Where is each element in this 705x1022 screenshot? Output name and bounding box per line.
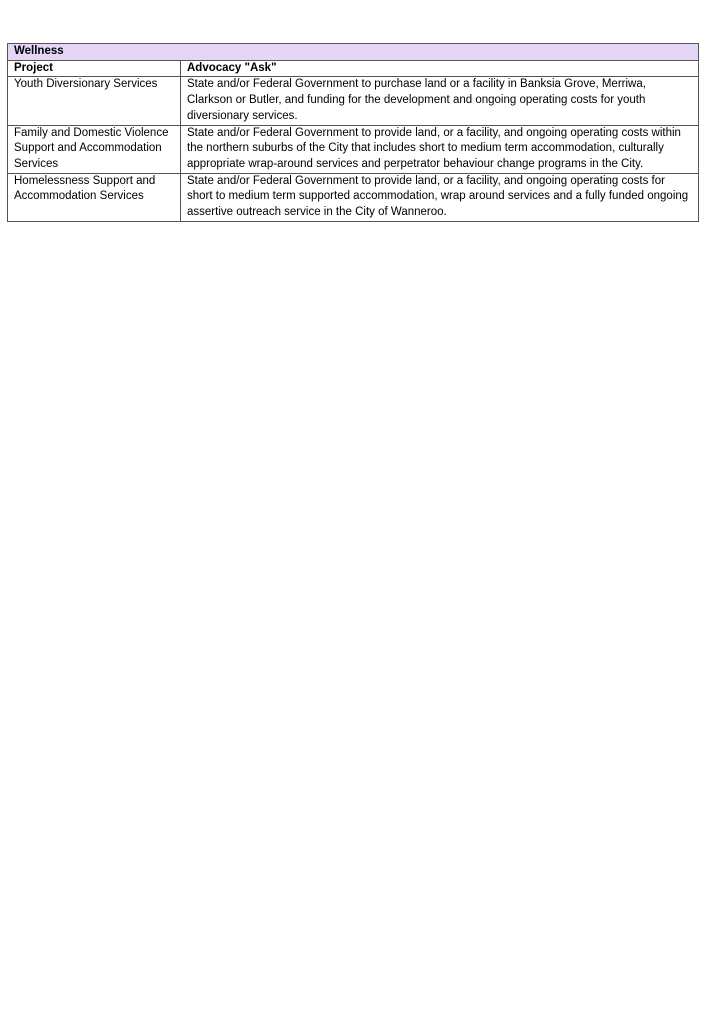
wellness-advocacy-table	[7, 43, 699, 222]
ask-cell: State and/or Federal Government to provide land, or a facility, and ongoing operating costs for short to medium term supported accommodation, wrap around services and a fully funded ongoing assertive outreach service in the City of Wanneroo.	[181, 173, 699, 221]
ask-cell: State and/or Federal Government to purchase land or a facility in Banksia Grove, Merriwa, Clarkson or Butler, and funding for the development and ongoing operating costs for youth diversionary services.	[181, 77, 699, 125]
project-cell: Homelessness Support and Accommodation Services	[8, 173, 181, 221]
table-row	[8, 77, 699, 125]
column-header-ask: Advocacy "Ask"	[181, 60, 699, 77]
column-header-row	[8, 60, 699, 77]
table-row	[8, 173, 699, 221]
section-title: Wellness	[8, 44, 699, 61]
column-header-project: Project	[8, 60, 181, 77]
project-cell: Youth Diversionary Services	[8, 77, 181, 125]
project-cell: Family and Domestic Violence Support and Accommodation Services	[8, 125, 181, 173]
table-row	[8, 125, 699, 173]
section-header-row	[8, 44, 699, 61]
ask-cell: State and/or Federal Government to provide land, or a facility, and ongoing operating costs within the northern suburbs of the City that includes short to medium term accommodation, culturally appropriate wrap-around services and perpetrator behaviour change programs in the City.	[181, 125, 699, 173]
